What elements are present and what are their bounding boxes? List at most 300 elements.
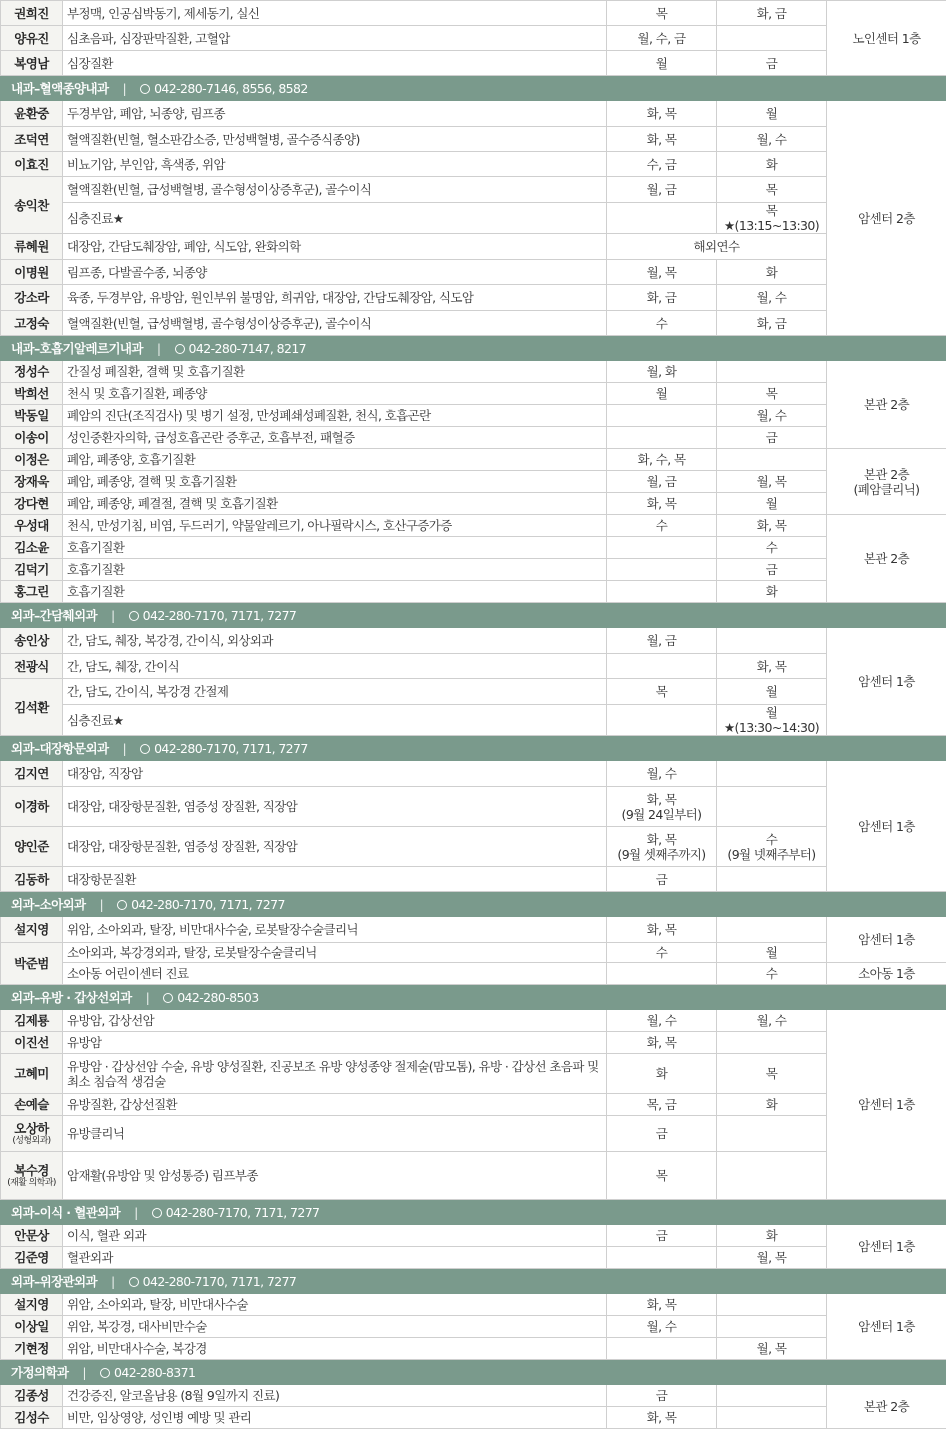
am-schedule xyxy=(607,152,717,177)
department-title: 외과–유방 · 갑상선외과 xyxy=(11,990,132,1005)
pm-schedule-text: 월, 수 xyxy=(757,132,787,147)
pm-schedule xyxy=(717,917,827,943)
am-schedule-text: 화, 목 xyxy=(647,1035,677,1050)
pm-schedule xyxy=(717,1225,827,1247)
am-schedule-text: 금 xyxy=(656,1228,667,1243)
specialty: 호흡기질환 xyxy=(63,581,607,603)
specialty: 폐암, 폐종양, 폐결절, 결핵 및 호흡기질환 xyxy=(63,493,607,515)
department-phone: 042-280-7170, 7171, 7277 xyxy=(166,1205,320,1220)
doctor-name-text: 이효진 xyxy=(14,157,48,172)
specialty: 천식, 만성기침, 비염, 두드러기, 약물알레르기, 아나필락시스, 호산구증가증 xyxy=(63,515,607,537)
table-row xyxy=(1,787,946,827)
am-schedule-text: 화, 목 xyxy=(647,1297,677,1312)
phone-icon xyxy=(129,1277,139,1287)
am-schedule xyxy=(607,1,717,26)
specialty: 심장질환 xyxy=(63,51,607,76)
specialty: 소아동 어린이센터 진료 xyxy=(63,963,607,985)
pm-schedule-text: 금 xyxy=(766,56,777,71)
table-row xyxy=(1,427,946,449)
am-schedule xyxy=(607,1116,717,1152)
am-schedule xyxy=(607,51,717,76)
doctor-name-text: 이경하 xyxy=(14,799,48,814)
doctor-name xyxy=(1,493,63,515)
am-schedule xyxy=(607,761,717,787)
am-schedule-text: 월, 수 xyxy=(647,1319,677,1334)
pm-schedule xyxy=(717,127,827,152)
department-header-cell xyxy=(1,985,946,1010)
pm-schedule-text: 목★(13:15~13:30) xyxy=(724,203,819,233)
am-schedule-note: (9월 24일부터) xyxy=(622,807,702,822)
am-schedule-text: 화, 목 xyxy=(647,792,677,807)
pm-schedule xyxy=(717,285,827,311)
am-schedule-text: 화, 목 xyxy=(647,496,677,511)
specialty: 호흡기질환 xyxy=(63,559,607,581)
am-schedule xyxy=(607,361,717,383)
pm-schedule xyxy=(717,152,827,177)
table-row xyxy=(1,127,946,152)
pm-schedule-text: 화 xyxy=(766,157,777,172)
doctor-dept-note: (성형외과) xyxy=(5,1136,58,1146)
specialty: 위암, 비만대사수술, 복강경 xyxy=(63,1338,607,1360)
doctor-name xyxy=(1,1247,63,1269)
department-header xyxy=(1,1200,946,1225)
specialty: 간, 담도, 췌장, 복강경, 간이식, 외상외과 xyxy=(63,628,607,654)
doctor-name xyxy=(1,1294,63,1316)
clinic-location-text: 소아동 1층 xyxy=(858,966,915,981)
doctor-name-text: 권희진 xyxy=(14,6,48,21)
doctor-name-text: 박준범 xyxy=(14,956,48,971)
department-header-cell xyxy=(1,1360,946,1385)
header-separator: | xyxy=(122,741,126,756)
pm-schedule-text: 월, 수 xyxy=(757,408,787,423)
clinic-location xyxy=(827,361,946,449)
specialty: 유방암, 갑상선암 xyxy=(63,1010,607,1032)
specialty: 소아외과, 복강경외과, 탈장, 로봇탈장수술클리닉 xyxy=(63,943,607,963)
specialty: 심초음파, 심장판막질환, 고혈압 xyxy=(63,26,607,51)
table-row xyxy=(1,1338,946,1360)
pm-schedule xyxy=(717,311,827,336)
doctor-name-text: 송익찬 xyxy=(14,198,48,213)
am-schedule-text: 월, 금 xyxy=(647,474,677,489)
department-header xyxy=(1,736,946,761)
specialty: 이식, 혈관 외과 xyxy=(63,1225,607,1247)
clinic-location-text: 본관 2층 xyxy=(864,551,909,566)
specialty: 부정맥, 인공심박동기, 제세동기, 실신 xyxy=(63,1,607,26)
doctor-name xyxy=(1,260,63,285)
specialty: 대장항문질환 xyxy=(63,867,607,892)
specialty: 유방암 · 갑상선암 수술, 유방 양성질환, 진공보조 유방 양성종양 절제술(맘모톰), 유방 · 갑상선 초음파 및 최소 침습적 생검술 xyxy=(63,1054,607,1094)
table-row xyxy=(1,827,946,867)
specialty: 암재활(유방암 및 암성통증) 림프부종 xyxy=(63,1152,607,1200)
am-schedule-text: 목 xyxy=(656,684,667,699)
department-header-cell xyxy=(1,736,946,761)
table-row xyxy=(1,1010,946,1032)
phone-icon xyxy=(140,744,150,754)
department-header-cell xyxy=(1,1200,946,1225)
pm-schedule xyxy=(717,943,827,963)
table-row xyxy=(1,943,946,963)
department-title: 가정의학과 xyxy=(11,1365,68,1380)
pm-schedule xyxy=(717,383,827,405)
pm-schedule-text: 월 xyxy=(766,496,777,511)
table-row xyxy=(1,1032,946,1054)
clinic-location xyxy=(827,1,946,76)
doctor-name-text: 송인상 xyxy=(14,633,48,648)
pm-schedule xyxy=(717,1247,827,1269)
table-row xyxy=(1,493,946,515)
doctor-name-text: 안문상 xyxy=(14,1228,48,1243)
specialty: 림프종, 다발골수종, 뇌종양 xyxy=(63,260,607,285)
doctor-name-text: 양유진 xyxy=(14,31,48,46)
doctor-name-text: 박희선 xyxy=(14,386,48,401)
doctor-dept-note: (재활 의학과) xyxy=(5,1178,58,1188)
table-row xyxy=(1,285,946,311)
doctor-name xyxy=(1,1116,63,1152)
header-separator: | xyxy=(82,1365,86,1380)
table-row xyxy=(1,537,946,559)
table-row xyxy=(1,1247,946,1269)
doctor-name-text: 강다현 xyxy=(14,496,48,511)
specialty: 성인중환자의학, 급성호흡곤란 증후군, 호흡부전, 패혈증 xyxy=(63,427,607,449)
doctor-name xyxy=(1,654,63,679)
clinic-location xyxy=(827,628,946,736)
clinic-location-text: 암센터 1층 xyxy=(858,932,915,947)
doctor-name xyxy=(1,1407,63,1429)
am-schedule-text: 목 xyxy=(656,6,667,21)
am-schedule xyxy=(607,1316,717,1338)
phone-icon xyxy=(152,1208,162,1218)
department-phone: 042-280-7170, 7171, 7277 xyxy=(143,1274,297,1289)
am-schedule xyxy=(607,1385,717,1407)
doctor-name xyxy=(1,761,63,787)
pm-schedule xyxy=(717,427,827,449)
specialty: 비뇨기암, 부인암, 흑색종, 위암 xyxy=(63,152,607,177)
specialty: 폐암의 진단(조직검사) 및 병기 설정, 만성폐쇄성폐질환, 천식, 호흡곤란 xyxy=(63,405,607,427)
phone-icon xyxy=(100,1368,110,1378)
doctor-name-text: 설지영 xyxy=(14,922,48,937)
doctor-name-text: 복수경 xyxy=(14,1163,48,1178)
am-schedule xyxy=(607,827,717,867)
specialty: 위암, 소아외과, 탈장, 비만대사수술 xyxy=(63,1294,607,1316)
specialty: 유방암 xyxy=(63,1032,607,1054)
pm-schedule xyxy=(717,827,827,867)
specialty: 심층진료★ xyxy=(63,705,607,736)
doctor-name xyxy=(1,1338,63,1360)
am-schedule-text: 화, 목 xyxy=(647,1410,677,1425)
doctor-name-text: 손예슬 xyxy=(14,1097,48,1112)
am-schedule xyxy=(607,705,717,736)
specialty: 폐암, 폐종양, 결핵 및 호흡기질환 xyxy=(63,471,607,493)
doctor-name xyxy=(1,127,63,152)
specialty: 두경부암, 폐암, 뇌종양, 림프종 xyxy=(63,101,607,127)
doctor-name xyxy=(1,559,63,581)
doctor-name xyxy=(1,51,63,76)
table-row xyxy=(1,1152,946,1200)
pm-schedule-text: 월, 목 xyxy=(757,1341,787,1356)
doctor-name-text: 강소라 xyxy=(14,290,48,305)
clinic-location-text: 암센터 1층 xyxy=(858,674,915,689)
table-row xyxy=(1,1385,946,1407)
table-row xyxy=(1,1116,946,1152)
department-header-cell xyxy=(1,76,946,101)
specialty: 간, 담도, 간이식, 복강경 간절제 xyxy=(63,679,607,705)
am-schedule-text: 수 xyxy=(656,518,667,533)
department-header xyxy=(1,603,946,628)
clinic-location xyxy=(827,1010,946,1200)
pm-schedule-text: 화 xyxy=(766,1097,777,1112)
header-separator: | xyxy=(111,608,115,623)
department-phone: 042-280-7170, 7171, 7277 xyxy=(154,741,308,756)
pm-schedule-text: 금 xyxy=(766,430,777,445)
doctor-name-text: 류혜원 xyxy=(14,239,48,254)
header-separator: | xyxy=(157,341,161,356)
doctor-name xyxy=(1,581,63,603)
am-schedule xyxy=(607,559,717,581)
doctor-name xyxy=(1,537,63,559)
am-schedule-text: 수, 금 xyxy=(647,157,677,172)
doctor-name xyxy=(1,1385,63,1407)
pm-schedule xyxy=(717,867,827,892)
am-schedule xyxy=(607,177,717,203)
doctor-name xyxy=(1,1010,63,1032)
specialty: 대장암, 대장항문질환, 염증성 장질환, 직장암 xyxy=(63,787,607,827)
doctor-name xyxy=(1,234,63,260)
am-schedule xyxy=(607,260,717,285)
specialty: 비만, 임상영양, 성인병 예방 및 관리 xyxy=(63,1407,607,1429)
am-schedule xyxy=(607,127,717,152)
pm-schedule-note: (9월 넷째주부터) xyxy=(727,847,815,862)
department-title: 외과–이식 · 혈관외과 xyxy=(11,1205,120,1220)
doctor-name xyxy=(1,471,63,493)
am-schedule-text: 금 xyxy=(656,1126,667,1141)
specialty: 대장암, 대장항문질환, 염증성 장질환, 직장암 xyxy=(63,827,607,867)
am-schedule-text: 화, 목 xyxy=(647,106,677,121)
doctor-name-text: 장재욱 xyxy=(14,474,48,489)
doctor-name xyxy=(1,628,63,654)
clinic-location-text: 암센터 1층 xyxy=(858,1097,915,1112)
clinic-location-note: (폐암클리닉) xyxy=(854,482,920,497)
pm-schedule xyxy=(717,361,827,383)
am-schedule-text: 화, 목 xyxy=(647,132,677,147)
table-row xyxy=(1,1094,946,1116)
table-row xyxy=(1,963,946,985)
am-schedule xyxy=(607,471,717,493)
clinic-location-text: 암센터 2층 xyxy=(858,211,915,226)
am-schedule-text: 월, 수 xyxy=(647,1013,677,1028)
pm-schedule xyxy=(717,705,827,736)
am-schedule xyxy=(607,101,717,127)
pm-schedule xyxy=(717,1152,827,1200)
pm-schedule-text: 화 xyxy=(766,584,777,599)
pm-schedule xyxy=(717,559,827,581)
specialty: 유방클리닉 xyxy=(63,1116,607,1152)
doctor-name-text: 김준영 xyxy=(14,1250,48,1265)
table-row xyxy=(1,405,946,427)
header-separator: | xyxy=(100,897,104,912)
table-row xyxy=(1,654,946,679)
doctor-name-text: 전광식 xyxy=(14,659,48,674)
doctor-name-text: 기현정 xyxy=(14,1341,48,1356)
clinic-location-text: 본관 2층 xyxy=(864,1399,909,1414)
doctor-name xyxy=(1,1094,63,1116)
pm-schedule xyxy=(717,471,827,493)
specialty: 위암, 소아외과, 탈장, 비만대사수술, 로봇탈장수술클리닉 xyxy=(63,917,607,943)
pm-schedule-text: 월 xyxy=(766,945,777,960)
pm-schedule xyxy=(717,628,827,654)
department-phone: 042-280-7170, 7171, 7277 xyxy=(143,608,297,623)
table-row xyxy=(1,917,946,943)
department-phone: 042-280-7147, 8217 xyxy=(189,341,307,356)
table-row xyxy=(1,51,946,76)
pm-schedule-text: 수 xyxy=(766,966,777,981)
doctor-name xyxy=(1,383,63,405)
doctor-name-text: 윤환중 xyxy=(14,106,48,121)
pm-schedule xyxy=(717,537,827,559)
doctor-name xyxy=(1,515,63,537)
department-header xyxy=(1,1269,946,1294)
am-schedule xyxy=(607,917,717,943)
department-title: 외과–대장항문외과 xyxy=(11,741,108,756)
clinic-location xyxy=(827,449,946,515)
pm-schedule-text: 월★(13:30~14:30) xyxy=(724,705,819,735)
doctor-name xyxy=(1,1152,63,1200)
am-schedule xyxy=(607,654,717,679)
department-phone: 042-280-8371 xyxy=(114,1365,195,1380)
pm-schedule-text: 화, 목 xyxy=(757,518,787,533)
specialty: 호흡기질환 xyxy=(63,537,607,559)
clinic-location-text: 암센터 1층 xyxy=(858,1239,915,1254)
doctor-name-text: 김종성 xyxy=(14,1388,48,1403)
specialty: 혈액질환(빈혈, 급성백혈병, 골수형성이상증후군), 골수이식 xyxy=(63,311,607,336)
specialty: 혈관외과 xyxy=(63,1247,607,1269)
specialty: 건강증진, 알코올남용 (8월 9일까지 진료) xyxy=(63,1385,607,1407)
table-row xyxy=(1,1054,946,1094)
clinic-location-text: 본관 2층 xyxy=(864,467,909,482)
pm-schedule-text: 화 xyxy=(766,265,777,280)
department-header xyxy=(1,76,946,101)
phone-icon xyxy=(163,993,173,1003)
am-schedule-text: 화, 금 xyxy=(647,290,677,305)
pm-schedule-text: 목 xyxy=(766,182,777,197)
pm-schedule xyxy=(717,1032,827,1054)
specialty: 폐암, 폐종양, 호흡기질환 xyxy=(63,449,607,471)
pm-schedule xyxy=(717,1338,827,1360)
pm-schedule xyxy=(717,1316,827,1338)
clinic-location-text: 노인센터 1층 xyxy=(852,31,920,46)
department-header-cell xyxy=(1,603,946,628)
doctor-name-text: 김석환 xyxy=(14,700,48,715)
clinic-location xyxy=(827,101,946,336)
am-schedule xyxy=(607,1225,717,1247)
pm-schedule xyxy=(717,177,827,203)
am-schedule xyxy=(607,285,717,311)
am-schedule xyxy=(607,1010,717,1032)
table-row xyxy=(1,1,946,26)
am-schedule xyxy=(607,311,717,336)
pm-schedule xyxy=(717,787,827,827)
table-row xyxy=(1,1407,946,1429)
pm-schedule-text: 월, 목 xyxy=(757,1250,787,1265)
department-header xyxy=(1,985,946,1010)
doctor-name-text: 이명원 xyxy=(14,265,48,280)
department-phone: 042-280-8503 xyxy=(177,990,258,1005)
table-row xyxy=(1,26,946,51)
pm-schedule-text: 화, 금 xyxy=(757,6,787,21)
am-schedule xyxy=(607,943,717,963)
am-schedule xyxy=(607,581,717,603)
table-row xyxy=(1,1316,946,1338)
pm-schedule-text: 화 xyxy=(766,1228,777,1243)
am-schedule xyxy=(607,1407,717,1429)
pm-schedule xyxy=(717,26,827,51)
specialty: 천식 및 호흡기질환, 폐종양 xyxy=(63,383,607,405)
pm-schedule xyxy=(717,493,827,515)
specialty: 간질성 폐질환, 결핵 및 호흡기질환 xyxy=(63,361,607,383)
table-row xyxy=(1,559,946,581)
pm-schedule-text: 목 xyxy=(766,386,777,401)
department-header xyxy=(1,1360,946,1385)
am-schedule xyxy=(607,515,717,537)
doctor-name xyxy=(1,152,63,177)
am-schedule xyxy=(607,449,717,471)
doctor-name xyxy=(1,311,63,336)
pm-schedule-text: 수 xyxy=(766,540,777,555)
am-schedule-text: 화, 수, 목 xyxy=(638,452,686,467)
doctor-name-text: 고혜미 xyxy=(14,1066,48,1081)
doctor-name xyxy=(1,26,63,51)
am-schedule xyxy=(607,427,717,449)
clinic-location xyxy=(827,1385,946,1429)
am-schedule xyxy=(607,1247,717,1269)
table-row xyxy=(1,234,946,260)
pm-schedule xyxy=(717,1,827,26)
header-separator: | xyxy=(111,1274,115,1289)
am-schedule-text: 월, 목 xyxy=(647,265,677,280)
table-row xyxy=(1,361,946,383)
am-schedule-text: 목 xyxy=(656,1168,667,1183)
pm-schedule xyxy=(717,654,827,679)
table-row xyxy=(1,260,946,285)
doctor-name xyxy=(1,917,63,943)
am-schedule-text: 월, 수, 금 xyxy=(638,31,686,46)
am-schedule-text: 수 xyxy=(656,316,667,331)
am-schedule-text: 화, 목 xyxy=(647,922,677,937)
doctor-name xyxy=(1,787,63,827)
am-schedule xyxy=(607,679,717,705)
am-schedule xyxy=(607,203,717,234)
table-row xyxy=(1,867,946,892)
pm-schedule xyxy=(717,1116,827,1152)
phone-icon xyxy=(129,611,139,621)
doctor-name xyxy=(1,101,63,127)
doctor-name-text: 박동일 xyxy=(14,408,48,423)
doctor-name xyxy=(1,427,63,449)
am-schedule xyxy=(607,628,717,654)
doctor-name-text: 김소윤 xyxy=(14,540,48,555)
table-row xyxy=(1,515,946,537)
doctor-name xyxy=(1,1054,63,1094)
pm-schedule-text: 수 xyxy=(766,832,777,847)
pm-schedule xyxy=(717,1294,827,1316)
pm-schedule xyxy=(717,515,827,537)
am-schedule xyxy=(607,867,717,892)
pm-schedule-text: 금 xyxy=(766,562,777,577)
doctor-name-text: 김지연 xyxy=(14,766,48,781)
am-schedule-text: 월, 화 xyxy=(647,364,677,379)
department-header-cell xyxy=(1,1269,946,1294)
doctor-name xyxy=(1,827,63,867)
clinic-location xyxy=(827,515,946,603)
